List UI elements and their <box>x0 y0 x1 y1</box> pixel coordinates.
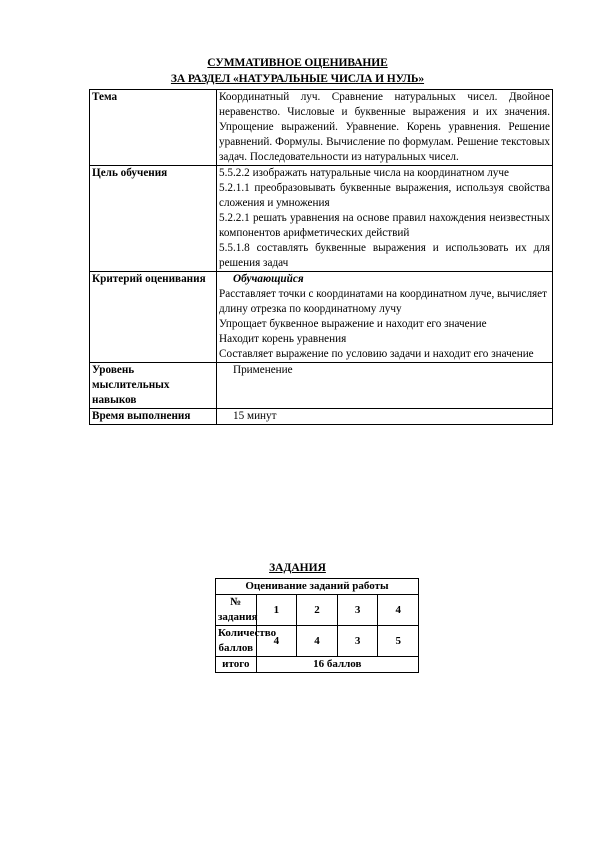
level-row <box>90 363 553 409</box>
score-caption: Оценивание заданий работы <box>216 579 419 595</box>
goal-label: Цель обучения <box>90 166 217 272</box>
time-label: Время выполнения <box>90 409 217 425</box>
time-value: 15 минут <box>217 409 553 425</box>
criteria-item: Составляет выражение по условию задачи и находит его значение <box>219 348 534 360</box>
goal-item: 5.5.2.2 изображать натуральные числа на координатном луче <box>219 167 509 179</box>
tasks-title: ЗАДАНИЯ <box>269 562 326 574</box>
score-table <box>215 578 419 673</box>
task-number-cell: 4 <box>378 595 419 626</box>
total-value: 16 баллов <box>256 657 418 673</box>
criteria-cell <box>217 272 553 363</box>
task-number-cell: 2 <box>297 595 338 626</box>
goal-item: 5.5.1.8 составлять буквенные выражения и использовать их для решения задач <box>219 242 550 269</box>
topic-text: Координатный луч. Сравнение натуральных чисел. Двойное неравенство. Числовые и буквенные выражения и их значения. Упрощение выражений. Уравнение. Корень уравнения. Решение уравнений. Формулы. Вычисление по формулам. Решение текстовых задач. Последовательности из натуральных чисел. <box>217 90 553 166</box>
criteria-label: Критерий оценивания <box>90 272 217 363</box>
goal-row <box>90 166 553 272</box>
assessment-info-table <box>89 89 553 425</box>
task-number-row <box>216 595 419 626</box>
document-title-line1: СУММАТИВНОЕ ОЦЕНИВАНИЕ <box>207 57 388 69</box>
document-title-line2: ЗА РАЗДЕЛ «НАТУРАЛЬНЫЕ ЧИСЛА И НУЛЬ» <box>170 73 425 85</box>
total-row <box>216 657 419 673</box>
topic-label: Тема <box>90 90 217 166</box>
criteria-head: Обучающийся <box>233 273 304 285</box>
points-label: Количество баллов <box>216 626 257 657</box>
task-number-label: № задания <box>216 595 257 626</box>
points-cell: 5 <box>378 626 419 657</box>
criteria-row <box>90 272 553 363</box>
level-value: Применение <box>217 363 553 409</box>
total-label: итого <box>216 657 257 673</box>
goal-item: 5.2.1.1 преобразовывать буквенные выражения, используя свойства сложения и умножения <box>219 182 550 209</box>
points-cell: 4 <box>256 626 297 657</box>
task-number-cell: 3 <box>337 595 378 626</box>
level-label: Уровень мыслительных навыков <box>90 363 217 409</box>
criteria-item: Упрощает буквенное выражение и находит его значение <box>219 318 487 330</box>
points-cell: 3 <box>337 626 378 657</box>
score-caption-row <box>216 579 419 595</box>
criteria-item: Находит корень уравнения <box>219 333 347 345</box>
goal-cell <box>217 166 553 272</box>
goal-item: 5.2.2.1 решать уравнения на основе правил нахождения неизвестных компонентов арифметических действий <box>219 212 550 239</box>
time-row <box>90 409 553 425</box>
points-cell: 4 <box>297 626 338 657</box>
task-number-cell: 1 <box>256 595 297 626</box>
points-row <box>216 626 419 657</box>
criteria-item: Расставляет точки с координатами на координатном луче, вычисляет длину отрезка по координатному лучу <box>219 288 548 315</box>
topic-row <box>90 90 553 166</box>
